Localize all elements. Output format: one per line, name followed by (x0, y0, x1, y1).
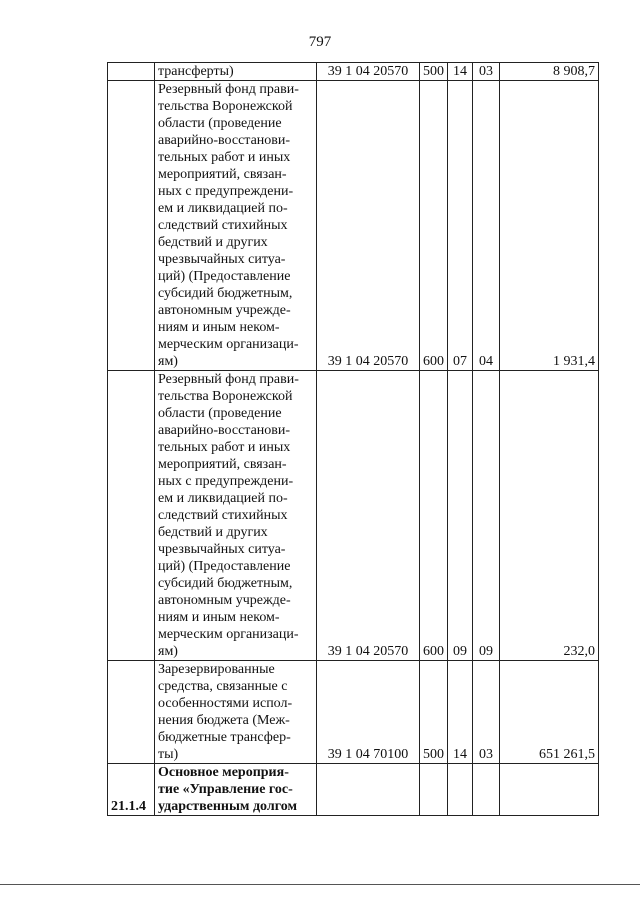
row-name-line: бедствий и других (158, 235, 268, 250)
row-name-line: Основное мероприя- (158, 765, 289, 780)
row-name-line: тие «Управление гос- (158, 782, 293, 797)
target-article-code-cell: 39 1 04 20570 (317, 81, 420, 371)
row-name-line: средства, связанные с (158, 679, 288, 694)
row-name-cell (155, 63, 317, 81)
row-number-cell (108, 371, 155, 661)
row-name-line: особенностями испол- (158, 696, 293, 711)
subsection-cell: 04 (473, 81, 500, 371)
row-name-line: автономным учрежде- (158, 593, 291, 608)
section-cell: 09 (448, 371, 473, 661)
target-article-code-cell: 39 1 04 20570 (317, 371, 420, 661)
row-name-line: бюджетные трансфер- (158, 730, 291, 745)
amount-cell (500, 764, 599, 816)
row-name-line: тельных работ и иных (158, 150, 291, 165)
section-cell: 14 (448, 661, 473, 764)
row-name-line: аварийно-восстанови- (158, 133, 291, 148)
section-cell: 07 (448, 81, 473, 371)
page-bottom-rule (0, 884, 640, 885)
row-name-line: чрезвычайных ситуа- (158, 542, 286, 557)
row-name-line: ударственным долгом (158, 799, 297, 814)
row-name-line: следствий стихийных (158, 508, 288, 523)
row-name-line: области (проведение (158, 116, 282, 131)
target-article-code-cell (317, 764, 420, 816)
table-row (108, 764, 599, 816)
row-name-line: субсидий бюджетным, (158, 576, 293, 591)
row-name-cell (155, 764, 317, 816)
table-row (108, 81, 599, 371)
subsection-cell: 09 (473, 371, 500, 661)
row-name-line: следствий стихийных (158, 218, 288, 233)
row-name-line: Резервный фонд прави- (158, 82, 299, 97)
subsection-cell: 03 (473, 661, 500, 764)
target-article-code-cell: 39 1 04 20570 (317, 63, 420, 81)
table-row (108, 63, 599, 81)
section-cell (448, 764, 473, 816)
row-name-line: Резервный фонд прави- (158, 372, 299, 387)
row-name-line: ниям и иным неком- (158, 610, 280, 625)
row-name-line: области (проведение (158, 406, 282, 421)
amount-cell: 651 261,5 (500, 661, 599, 764)
expense-type-cell: 600 (420, 371, 448, 661)
row-name-line: ниям и иным неком- (158, 320, 280, 335)
expense-type-cell: 500 (420, 63, 448, 81)
row-name-line: ций) (Предоставление (158, 559, 291, 574)
row-name-line: тельства Воронежской (158, 99, 293, 114)
subsection-cell (473, 764, 500, 816)
row-name-line: аварийно-восстанови- (158, 423, 291, 438)
row-name-line: нения бюджета (Меж- (158, 713, 290, 728)
row-name-cell (155, 661, 317, 764)
subsection-cell: 03 (473, 63, 500, 81)
row-name-line: ем и ликвидацией по- (158, 491, 288, 506)
row-name-line: ем и ликвидацией по- (158, 201, 288, 216)
row-number-cell (108, 81, 155, 371)
row-number-cell (108, 63, 155, 81)
row-name-line: автономным учрежде- (158, 303, 291, 318)
row-number-cell (108, 661, 155, 764)
row-name-line: бедствий и других (158, 525, 268, 540)
row-name-line: ям) (158, 354, 178, 369)
row-name-line: тельных работ и иных (158, 440, 291, 455)
row-name-cell (155, 371, 317, 661)
amount-cell: 232,0 (500, 371, 599, 661)
row-name-cell (155, 81, 317, 371)
row-name-line: субсидий бюджетным, (158, 286, 293, 301)
expense-type-cell: 600 (420, 81, 448, 371)
table-row (108, 371, 599, 661)
row-name-line: мерческим организаци- (158, 627, 299, 642)
expense-type-cell (420, 764, 448, 816)
row-name-line: ций) (Предоставление (158, 269, 291, 284)
expense-type-cell: 500 (420, 661, 448, 764)
amount-cell: 8 908,7 (500, 63, 599, 81)
table-row (108, 661, 599, 764)
row-name-line: трансферты) (158, 64, 234, 79)
amount-cell: 1 931,4 (500, 81, 599, 371)
row-name-line: Зарезервированные (158, 662, 275, 677)
budget-table-body (108, 63, 599, 816)
row-name-line: ты) (158, 747, 179, 762)
row-name-line: чрезвычайных ситуа- (158, 252, 286, 267)
row-name-line: ных с предупреждени- (158, 474, 294, 489)
row-name-line: ных с предупреждени- (158, 184, 294, 199)
target-article-code-cell: 39 1 04 70100 (317, 661, 420, 764)
row-name-line: мероприятий, связан- (158, 457, 287, 472)
row-number-cell: 21.1.4 (108, 764, 155, 816)
budget-table (107, 62, 599, 816)
row-name-line: тельства Воронежской (158, 389, 293, 404)
page-number: 797 (308, 34, 332, 50)
row-name-line: ям) (158, 644, 178, 659)
section-cell: 14 (448, 63, 473, 81)
row-name-line: мерческим организаци- (158, 337, 299, 352)
row-name-line: мероприятий, связан- (158, 167, 287, 182)
